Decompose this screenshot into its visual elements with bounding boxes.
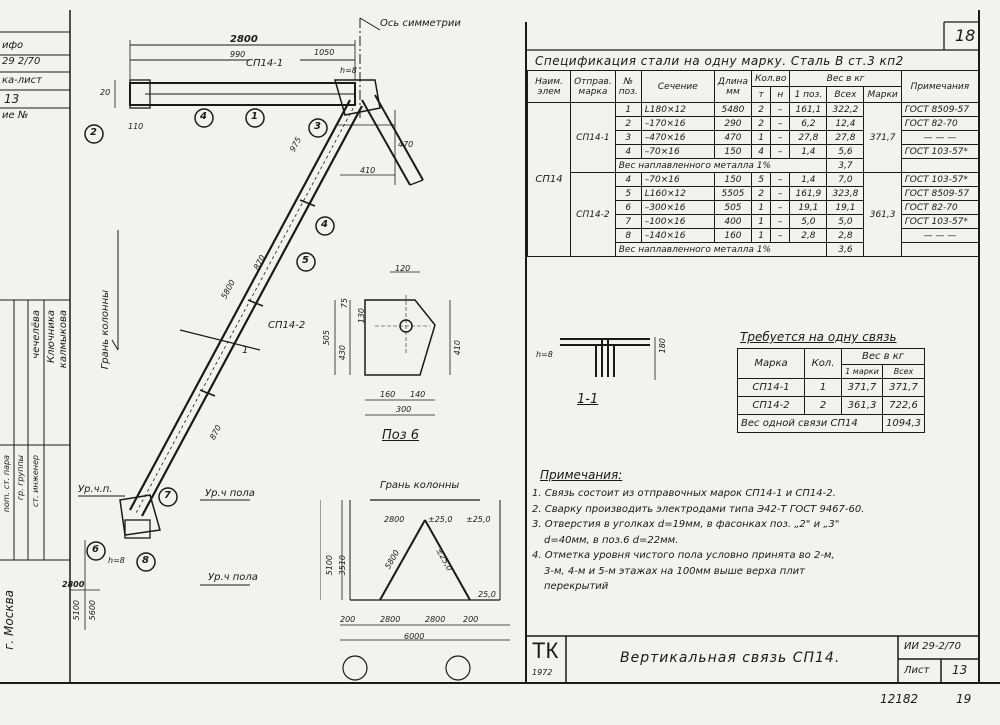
cell: 1 [752,215,771,229]
cell: ГОСТ 103-57* [901,145,978,159]
h-wall: Всех [827,87,864,103]
cell: 161,9 [790,187,827,201]
cell: –140×16 [641,229,714,243]
frame-dim-200-l: 200 [340,615,356,624]
weld-label-bottom: h=8 [108,556,125,565]
cell: ГОСТ 82-70 [901,117,978,131]
cell: 322,2 [827,103,864,117]
cell: 400 [714,215,751,229]
req-h-mark: Марка [738,349,805,379]
h-n: н [771,87,790,103]
dim-870-b: 870 [208,423,224,442]
callout-4: 4 [200,111,207,122]
cell: 290 [714,117,751,131]
pos6-dim-120: 120 [395,264,411,273]
margin-vlabel-5: гр. группы [16,455,25,501]
cell: 4 [752,145,771,159]
callout-1: 1 [251,111,258,122]
req-title: Требуется на одну связь [740,330,897,344]
h-note: Примечания [901,71,978,103]
cell: — — — [901,131,978,145]
table-row [738,415,925,433]
stamp-logo: ТК [532,638,559,663]
stamp-code: ИИ 29-2/70 [904,641,961,652]
callout-7: 7 [164,490,171,501]
cell: 161,1 [790,103,827,117]
margin-vlabel-1: чечелёва [31,310,42,359]
frame-diagram [320,480,530,685]
pos6-title: Поз 6 [382,428,420,443]
cell: 722,6 [883,397,925,415]
table-row [738,379,925,397]
cell: – [771,187,790,201]
frame-dim-tol-2: ±25,0 [466,515,491,524]
cell: 361,3 [842,397,883,415]
frame-dim-2800-l: 2800 [380,615,401,624]
h-wmark: Марки [864,87,901,103]
cell: 6,2 [790,117,827,131]
frame-dim-6000: 6000 [404,632,425,641]
cell: 6 [615,201,641,215]
dim-bl-5100: 5100 [72,600,81,621]
cell: 5 [752,173,771,187]
footer-number: 12182 [880,692,919,706]
cell: 371,7 [883,379,925,397]
weld-value-2: 3,6 [827,243,864,257]
callout-5: 5 [302,255,309,266]
dim-hw-top: h=8 [340,66,357,75]
cell: –300×16 [641,201,714,215]
cell: 8 [615,229,641,243]
cell: – [771,229,790,243]
margin-vlabel-6: ст. инженер [31,455,40,507]
cell: СП14-1 [738,379,805,397]
level-label: Ур.ч.п. [78,484,113,495]
cell: ГОСТ 82-70 [901,201,978,215]
margin-vlabel-2: Ключника [46,310,57,364]
note-line: 2. Сварку производить электродами типа Э42-Т ГОСТ 9467-60. [532,503,865,515]
cell: ГОСТ 103-57* [901,215,978,229]
h-t: т [752,87,771,103]
column-face-left: Грань колонны [100,290,111,370]
cell: 160 [714,229,751,243]
cell: 150 [714,145,751,159]
cell: 2 [805,397,842,415]
margin-stamp-1: ифо [2,40,24,51]
dim-2800-top: 2800 [230,34,258,45]
cell: – [771,103,790,117]
dim-990: 990 [230,50,246,59]
note-line: 3-м, 4-м и 5-м этажах на 100мм выше верха плит [544,565,805,577]
cell: 5,0 [790,215,827,229]
element-cell: СП14 [528,103,571,257]
cell: 2 [752,187,771,201]
frame-dim-5800: 5800 [383,548,402,571]
cell: 27,8 [827,131,864,145]
cell: 150 [714,173,751,187]
cell: – [771,117,790,131]
cell: 12,4 [827,117,864,131]
frame-dim-25: 25,0 [478,590,496,599]
cell: 3 [615,131,641,145]
cell: 4 [615,173,641,187]
section-dim-180: 180 [658,338,667,354]
note-line: 3. Отверстия в уголках d=19мм, в фасонках поз. „2" и „3" [532,519,840,530]
h-section: Сечение [641,71,714,103]
pos6-dim-160: 160 [380,390,396,399]
cell: – [771,145,790,159]
frame-dim-200-r: 200 [463,615,479,624]
h-naim: Наим. элем [528,71,571,103]
callout-4b: 4 [321,219,328,230]
table-row [528,173,979,187]
dim-bl-5600: 5600 [88,600,97,621]
cell: 1 [615,103,641,117]
section-tag: 1 [242,345,249,356]
cell: СП14-2 [738,397,805,415]
cell: – [771,215,790,229]
cell: –70×16 [641,173,714,187]
margin-vlabel-4: nom. ст. пара [2,455,11,513]
weld-row-2: Вес наплавленного металла 1% [615,243,827,257]
cell: 7 [615,215,641,229]
h-pos: № поз. [615,71,641,103]
cell: 1 [752,201,771,215]
h-qty: Кол.во [752,71,790,87]
stamp-sheet: 13 [952,663,968,677]
dim-470: 470 [398,140,414,149]
cell: 4 [615,145,641,159]
pos6-dim-140: 140 [410,390,426,399]
stamp-year: 1972 [532,668,553,677]
note-line: 1. Связь состоит из отправочных марок СП14-1 и СП14-2. [532,488,836,499]
floor-label-2: Ур.ч пола [208,572,258,583]
section-1-1 [530,325,670,415]
dim-bl-2800: 2800 [62,580,85,589]
cell: –470×16 [641,131,714,145]
weld-row-1: Вес наплавленного металла 1% [615,159,827,173]
dim-20: 20 [100,88,111,97]
cell: 5 [615,187,641,201]
cell: –70×16 [641,145,714,159]
note-line: d=40мм, в поз.6 d=22мм. [544,534,679,546]
cell: ГОСТ 8509-57 [901,103,978,117]
pos6-dim-300: 300 [396,405,412,414]
callout-2: 2 [90,127,97,138]
cell: ГОСТ 103-57* [901,173,978,187]
cell: 470 [714,131,751,145]
cell: ГОСТ 8509-57 [901,187,978,201]
weld-value-1: 3,7 [827,159,864,173]
cell: 7,0 [827,173,864,187]
callout-3: 3 [314,121,321,132]
dim-870-a: 870 [252,253,268,272]
margin-stamp-4: 13 [4,92,20,106]
cell: 5480 [714,103,751,117]
frame-dim-tol-3: ±25,0 [434,546,455,573]
cell: 1 [805,379,842,397]
req-h-weight: Вес в кг [842,349,925,365]
margin-vlabel-city: г. Москва [2,590,16,650]
spec-title: Спецификация стали на одну марку. Сталь В ст.3 кп2 [535,54,904,68]
note-line: 4. Отметка уровня чистого пола условно принята во 2-м, [532,550,835,561]
cell: 2 [752,117,771,131]
cell: 505 [714,201,751,215]
section-title: 1-1 [577,392,599,407]
dim-110: 110 [128,122,144,131]
notes-block [532,486,864,595]
mark-cell-2: СП14-2 [571,173,616,257]
cell: 1,4 [790,173,827,187]
cell: –170×16 [641,117,714,131]
h-length: Длина мм [714,71,751,103]
callout-8: 8 [142,555,149,566]
stamp-title: Вертикальная связь СП14. [620,650,841,666]
footer-page: 19 [956,692,972,706]
axis-label: Ось симметрии [380,18,461,29]
mark-sp14-1: СП14-1 [246,58,284,69]
frame-title: Грань колонны [380,480,460,491]
spec-table [527,70,979,257]
cell: 19,1 [827,201,864,215]
cell: – [771,131,790,145]
req-table [737,348,925,433]
cell: 1 [752,131,771,145]
cell: – [771,173,790,187]
req-total-label: Вес одной связи СП14 [738,415,883,433]
cell: — — — [901,229,978,243]
req-h-one: 1 марки [842,365,883,379]
mark-cell-1: СП14-1 [571,103,616,173]
table-row [528,103,979,117]
pos6-dim-430: 430 [338,345,347,361]
req-h-qty: Кол. [805,349,842,379]
cell: 27,8 [790,131,827,145]
pos6-dim-410: 410 [453,340,462,356]
stamp-sheet-label: Лист [904,665,930,676]
cell: –100×16 [641,215,714,229]
cell: 5,0 [827,215,864,229]
cell: 371,7 [842,379,883,397]
pos6-dim-130: 130 [357,308,366,324]
frame-dim-3510: 3510 [338,555,347,576]
dim-410: 410 [360,166,376,175]
cell: 2 [615,117,641,131]
cell: 5,6 [827,145,864,159]
dim-1050: 1050 [314,48,335,57]
callout-6: 6 [92,544,99,555]
notes-title: Примечания: [540,468,623,482]
mark-weight-1: 371,7 [864,103,901,173]
table-row [738,397,925,415]
cell: 2,8 [790,229,827,243]
mark-weight-2: 361,3 [864,173,901,257]
margin-stamp-5: ие № [2,110,29,121]
mark-sp14-2: СП14-2 [268,320,306,331]
cell: 2 [752,103,771,117]
margin-stamp-2: 29 2/70 [2,56,41,67]
cell: – [771,201,790,215]
margin-stamp-3: ка-лист [2,75,42,86]
cell: 5505 [714,187,751,201]
dim-975: 975 [288,135,304,154]
dim-5800: 5800 [219,278,237,301]
section-weld-label: h=8 [536,350,553,359]
h-w1: 1 поз. [790,87,827,103]
cell: L160×12 [641,187,714,201]
margin-vlabel-3: калмыкова [58,310,69,369]
frame-dim-5100: 5100 [325,555,334,576]
h-otpr: Отправ. марка [571,71,616,103]
sheet-corner-number: 18 [955,26,976,45]
cell: L180×12 [641,103,714,117]
floor-label-1: Ур.ч пола [205,488,255,499]
frame-dim-tol-1: ±25,0 [428,515,453,524]
cell: 1 [752,229,771,243]
cell: 2,8 [827,229,864,243]
pos6-dim-75: 75 [340,298,349,309]
cell: 323,8 [827,187,864,201]
req-h-all: Всех [883,365,925,379]
req-total: 1094,3 [883,415,925,433]
pos6-dim-505: 505 [322,330,331,346]
cell: 1,4 [790,145,827,159]
cell: 19,1 [790,201,827,215]
frame-dim-2800-top: 2800 [384,515,405,524]
frame-dim-2800-r: 2800 [425,615,446,624]
note-line: перекрытий [544,581,609,592]
h-weight: Вес в кг [790,71,901,87]
